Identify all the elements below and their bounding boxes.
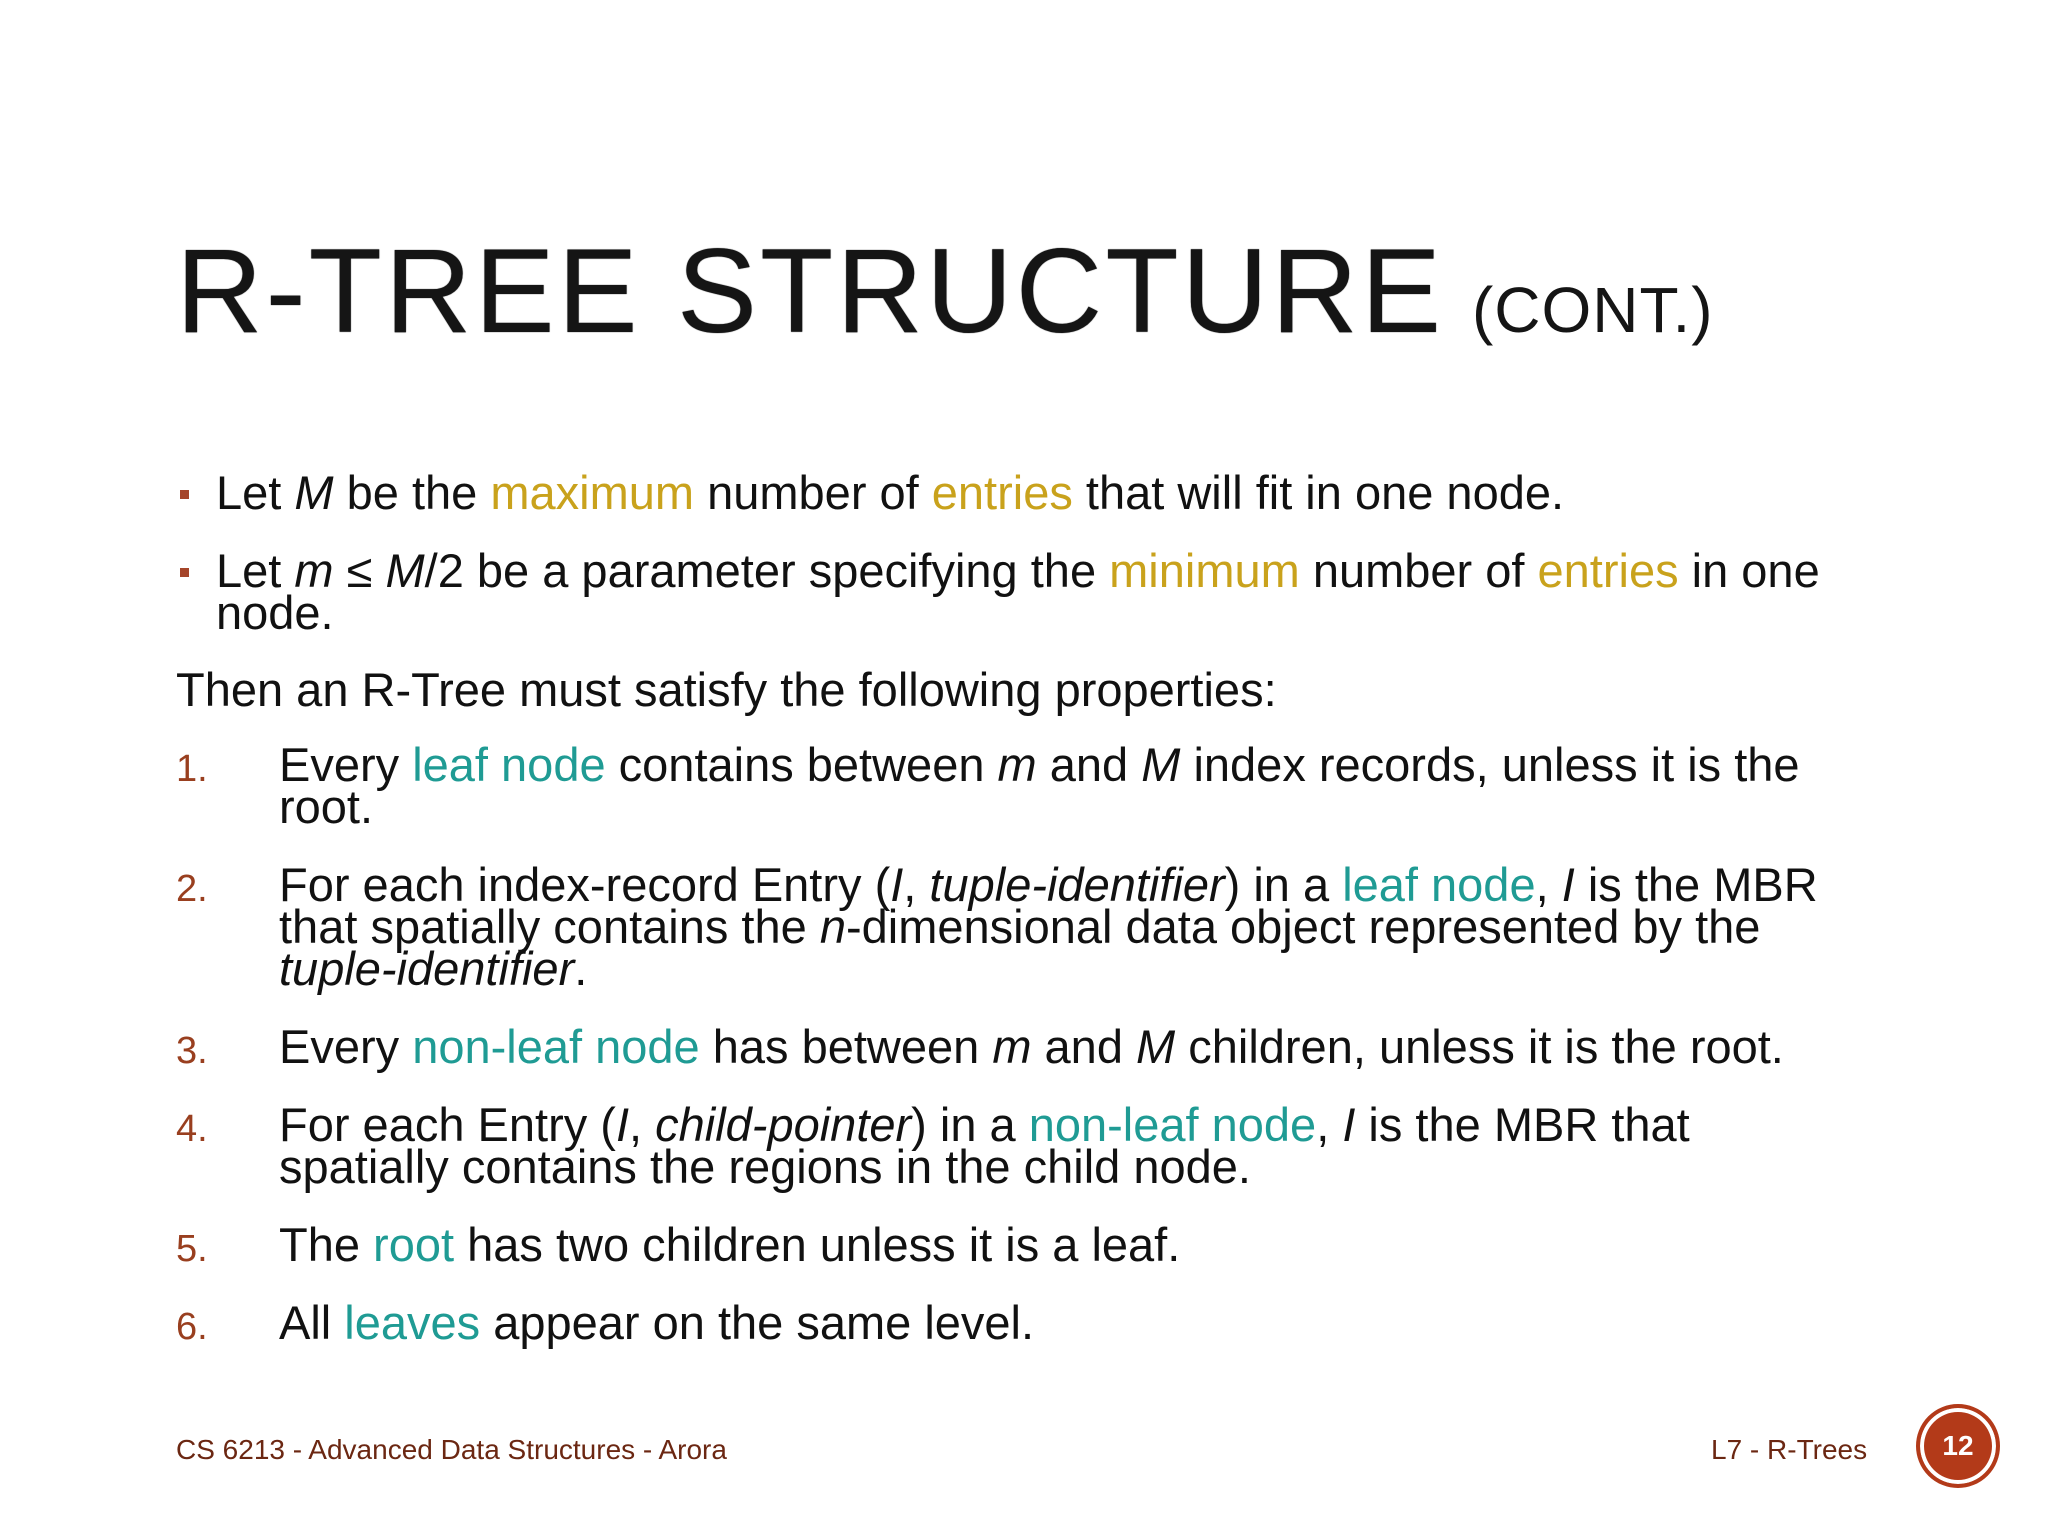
text-run: has two children unless it is a leaf. <box>454 1218 1181 1271</box>
page-number-badge <box>1916 1404 2000 1488</box>
text-run: root. <box>279 780 374 833</box>
text-run: is the MBR <box>1574 858 1818 911</box>
text-run: appear on the same level. <box>480 1296 1035 1349</box>
slide-title-sub: (CONT.) <box>1471 274 1714 346</box>
math-var: tuple-identifier <box>279 942 575 995</box>
text-run: , <box>903 858 930 911</box>
text-run: and <box>1036 738 1142 791</box>
text-run: spatially contains the regions in the child node. <box>279 1140 1251 1193</box>
text-run: ≤ <box>333 544 386 597</box>
property-number: 6. <box>176 1306 208 1348</box>
term-highlight: root <box>373 1218 455 1271</box>
text-run: /2 be a parameter specifying the <box>424 544 1110 597</box>
text-run: is the MBR that <box>1355 1098 1690 1151</box>
term-highlight: non-leaf node <box>412 1020 700 1073</box>
bullet-list <box>176 466 1896 670</box>
slide-title <box>176 222 1714 360</box>
text-run: Every <box>279 1020 413 1073</box>
text-run: -dimensional data object represented by the <box>845 900 1761 953</box>
text-run: be the <box>333 466 491 519</box>
text-run: Let <box>216 466 295 519</box>
property-number: 4. <box>176 1108 208 1150</box>
text-run: For each Entry ( <box>279 1098 616 1151</box>
text-run: For each index-record Entry ( <box>279 858 891 911</box>
math-var: m <box>997 738 1037 791</box>
math-var: n <box>819 900 846 953</box>
property-number: 5. <box>176 1228 208 1270</box>
math-var: m <box>992 1020 1032 1073</box>
text-run: in one <box>1678 544 1820 597</box>
text-run: that will fit in one node. <box>1072 466 1565 519</box>
footer-lecture: L7 - R-Trees <box>1711 1434 1868 1465</box>
property-item <box>176 1296 1896 1349</box>
text-run: Every <box>279 738 413 791</box>
property-item <box>176 1218 1896 1271</box>
page-number: 12 <box>1927 1415 1989 1477</box>
text-run: , <box>629 1098 656 1151</box>
square-bullet-icon <box>180 568 189 577</box>
keyword-highlight: entries <box>1537 544 1679 597</box>
property-item <box>176 858 1896 995</box>
property-item <box>176 1098 1896 1193</box>
text-run: , <box>1535 858 1562 911</box>
keyword-highlight: minimum <box>1109 544 1300 597</box>
text-run: number of <box>1299 544 1538 597</box>
text-run: ) in a <box>1224 858 1343 911</box>
text-run: The <box>279 1218 374 1271</box>
property-number: 3. <box>176 1030 208 1072</box>
math-var: M <box>294 466 334 519</box>
math-var: child-pointer <box>655 1098 912 1151</box>
math-var: I <box>1561 858 1575 911</box>
text-run: . <box>574 942 588 995</box>
text-run: All <box>279 1296 345 1349</box>
math-var: tuple-identifier <box>929 858 1225 911</box>
text-run: and <box>1031 1020 1137 1073</box>
footer-course: CS 6213 - Advanced Data Structures - Arora <box>176 1434 727 1465</box>
text-run: number of <box>694 466 932 519</box>
math-var: I <box>890 858 904 911</box>
property-number: 2. <box>176 868 208 910</box>
math-var: M <box>1141 738 1181 791</box>
property-number: 1. <box>176 748 208 790</box>
bullet-item <box>176 544 1896 639</box>
bullet-item <box>176 466 1896 519</box>
math-var: m <box>294 544 334 597</box>
property-item <box>176 738 1896 833</box>
text-run: index records, unless it is the <box>1180 738 1800 791</box>
term-highlight: non-leaf node <box>1028 1098 1317 1151</box>
math-var: I <box>1342 1098 1356 1151</box>
text-run: , <box>1316 1098 1343 1151</box>
text-run: Let <box>216 544 295 597</box>
math-var: M <box>1136 1020 1176 1073</box>
term-highlight: leaves <box>344 1296 481 1349</box>
text-run: that spatially contains the <box>279 900 820 953</box>
text-run: node. <box>216 586 334 639</box>
square-bullet-icon <box>180 490 189 499</box>
keyword-highlight: entries <box>931 466 1073 519</box>
text-run: has between <box>699 1020 993 1073</box>
text-run: contains between <box>605 738 998 791</box>
term-highlight: leaf node <box>1342 858 1536 911</box>
math-var: M <box>385 544 425 597</box>
text-run: ) in a <box>911 1098 1029 1151</box>
math-var: I <box>615 1098 630 1151</box>
property-item <box>176 1020 1896 1073</box>
properties-intro: Then an R-Tree must satisfy the following properties: <box>176 663 1277 716</box>
text-run: children, unless it is the root. <box>1175 1020 1784 1073</box>
term-highlight: leaf node <box>412 738 606 791</box>
slide-title-main: R-TREE STRUCTURE <box>176 224 1444 358</box>
properties-list <box>176 738 1896 1349</box>
keyword-highlight: maximum <box>490 466 695 519</box>
